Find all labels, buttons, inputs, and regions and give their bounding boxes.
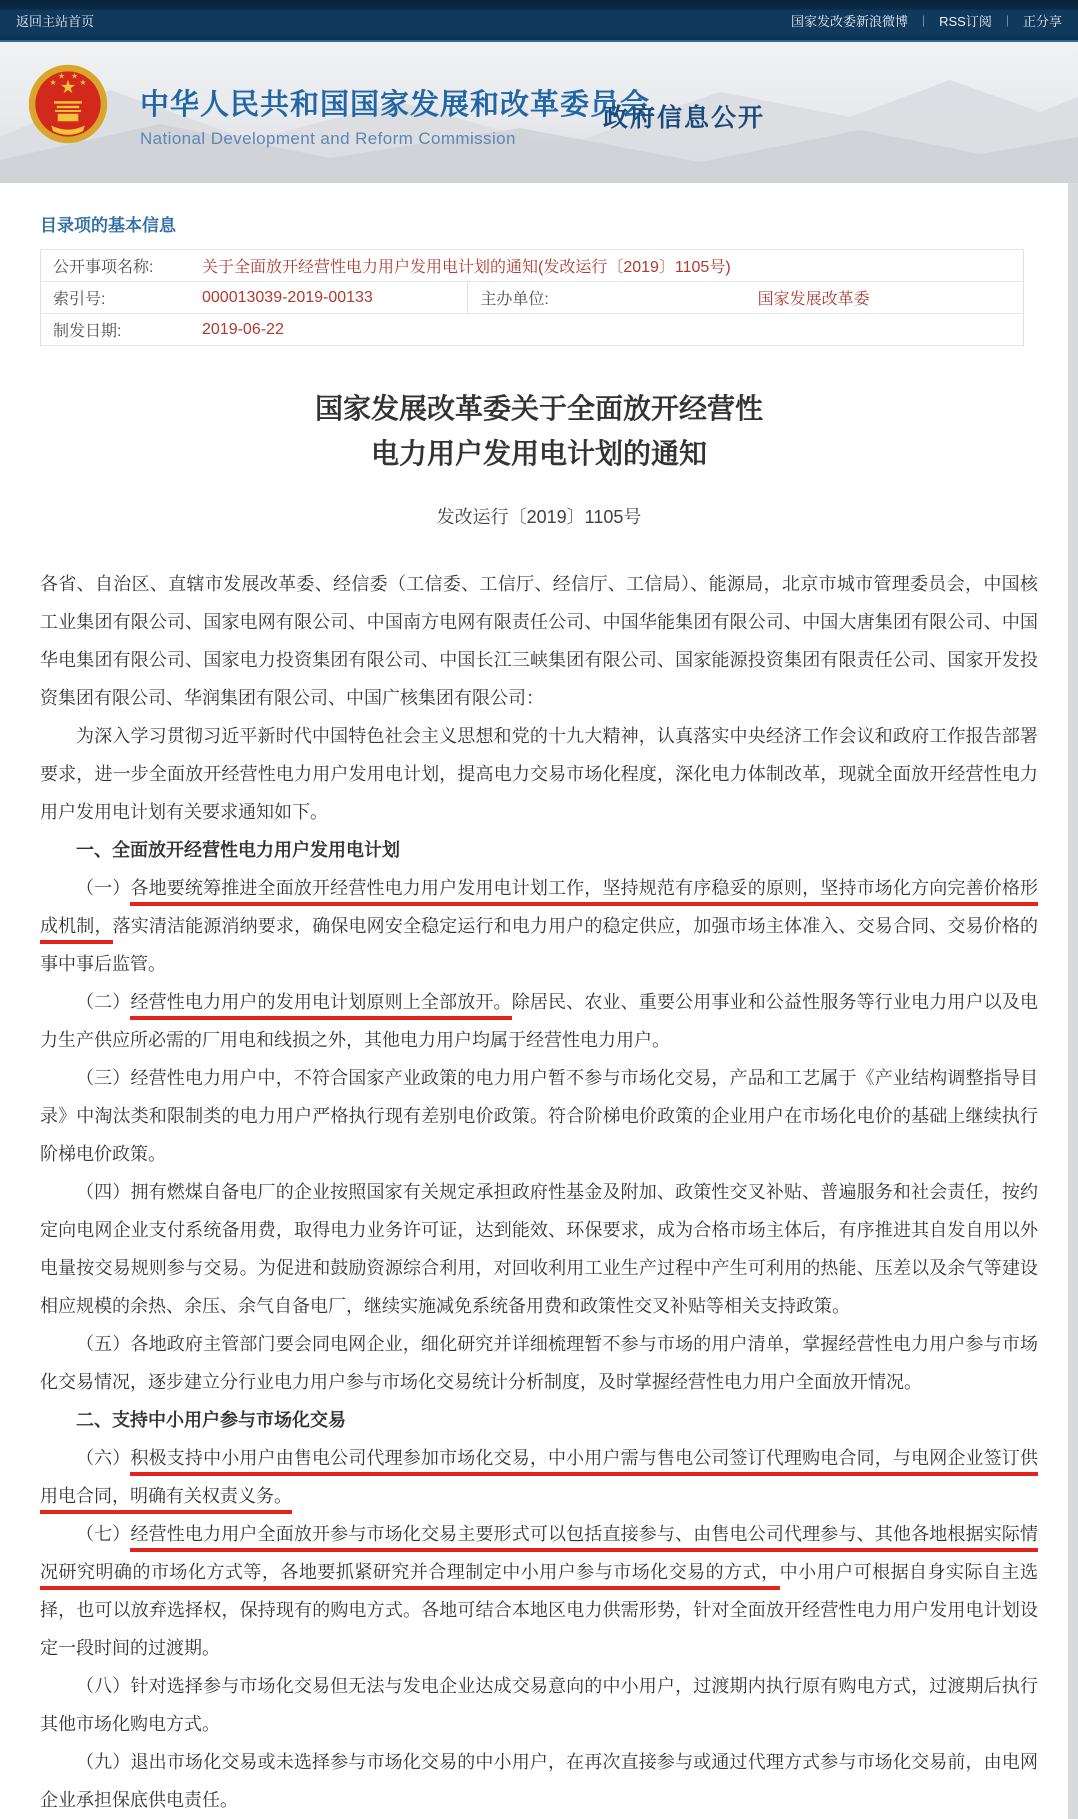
paragraph bbox=[40, 983, 1038, 1059]
field-label-public-item-name: 公开事项名称: bbox=[41, 250, 191, 282]
text-segment: 二、支持中小用户参与市场化交易 bbox=[76, 1409, 346, 1430]
red-underline-annotation: 各地要统筹推进全面放开经营性电力用户发用电计划工作，坚持规范有序稳妥的原则，坚持市场化方向完善价格形成机制， bbox=[40, 878, 1038, 944]
paragraph bbox=[40, 1743, 1038, 1819]
field-label-host-unit: 主办单位: bbox=[468, 282, 746, 314]
text-segment: （六） bbox=[76, 1447, 131, 1468]
meta-row-name bbox=[41, 250, 1024, 282]
text-segment: 各省、自治区、直辖市发展改革委、经信委（工信委、工信厅、经信厅、工信局）、能源局，北京市城市管理委员会，中国核工业集团有限公司、国家电网有限公司、中国南方电网有限责任公司、中国华能集团有限公司、中国大唐集团有限公司、中国华电集团有限公司、国家电力投资集团有限公司、中国长江三峡集团有限公司、国家能源投资集团有限责任公司、国家开发投资集团有限公司、华润集团有限公司、中国广核集团有限公司： bbox=[40, 573, 1038, 708]
document-title-line1: 国家发展改革委关于全面放开经营性 bbox=[314, 393, 763, 424]
paragraph bbox=[40, 1173, 1038, 1325]
gov-info-disclosure-title: 政府信息公开 bbox=[603, 104, 766, 132]
meta-row-index bbox=[41, 282, 1024, 314]
national-emblem-logo bbox=[26, 62, 110, 146]
document-title-line2: 电力用户发用电计划的通知 bbox=[370, 438, 707, 470]
red-underline-annotation: 经营性电力用户的发用电计划原则上全部放开。 bbox=[130, 992, 511, 1020]
text-segment: （七） bbox=[76, 1523, 131, 1544]
main-content bbox=[0, 211, 1078, 1819]
site-header bbox=[0, 42, 1078, 183]
paragraph bbox=[40, 1439, 1038, 1515]
document-body bbox=[40, 565, 1038, 1819]
text-segment: 除居民、农业、重要公用事业和公益性服务等行业电力用户以及电力生产供应所必需的厂用电和线损之外，其他电力用户均属于经营性电力用户。 bbox=[40, 991, 1039, 1050]
separator: | bbox=[1005, 13, 1009, 27]
paragraph bbox=[40, 1325, 1038, 1401]
text-segment: （二） bbox=[76, 991, 131, 1012]
text-segment: 为深入学习贯彻习近平新时代中国特色社会主义思想和党的十九大精神，认真落实中央经济工作会议和政府工作报告部署要求，进一步全面放开经营性电力用户发用电计划，提高电力交易市场化程度，深化电力体制改革，现就全面放开经营性电力用户发用电计划有关要求通知如下。 bbox=[40, 725, 1038, 822]
document-title bbox=[40, 386, 1038, 477]
paragraph bbox=[40, 565, 1038, 717]
scrollbar-track[interactable] bbox=[1068, 183, 1078, 1819]
text-segment: （五）各地政府主管部门要会同电网企业，细化研究并详细梳理暂不参与市场的用户清单，掌握经营性电力用户参与市场化交易情况，逐步建立分行业电力用户参与市场化交易统计分析制度，及时掌握经营性电力用户全面放开情况。 bbox=[40, 1333, 1038, 1392]
field-value-issue-date: 2019-06-22 bbox=[190, 314, 1024, 346]
document-number: 发改运行〔2019〕1105号 bbox=[436, 506, 642, 527]
field-label-issue-date: 制发日期: bbox=[41, 314, 191, 346]
share-link[interactable]: 正分享 bbox=[1022, 13, 1062, 29]
back-to-main-site-link[interactable]: 返回主站首页 bbox=[16, 13, 95, 29]
text-segment: （一） bbox=[76, 877, 131, 898]
field-label-index-number: 索引号: bbox=[41, 282, 191, 314]
text-segment: （九）退出市场化交易或未选择参与市场化交易的中小用户，在再次直接参与或通过代理方式参与市场化交易前，由电网企业承担保底供电责任。 bbox=[40, 1751, 1038, 1810]
catalog-basic-info-heading: 目录项的基本信息 bbox=[40, 216, 176, 235]
field-value-host-unit: 国家发展改革委 bbox=[746, 282, 1024, 314]
topbar-right-links bbox=[791, 11, 1062, 30]
weibo-link[interactable]: 国家发改委新浪微博 bbox=[790, 13, 908, 29]
text-segment: （八）针对选择参与市场化交易但无法与发电企业达成交易意向的中小用户，过渡期内执行原有购电方式，过渡期后执行其他市场化购电方式。 bbox=[40, 1675, 1038, 1734]
org-name-chinese: 中华人民共和国国家发展和改革委员会 bbox=[140, 89, 651, 121]
document-meta-table bbox=[40, 249, 1024, 346]
organization-identity bbox=[140, 82, 650, 149]
paragraph bbox=[40, 717, 1038, 831]
paragraph bbox=[40, 869, 1038, 983]
paragraph bbox=[40, 1515, 1038, 1667]
section-heading bbox=[40, 831, 1038, 869]
text-segment: （三）经营性电力用户中，不符合国家产业政策的电力用户暂不参与市场化交易，产品和工艺属于《产业结构调整指导目录》中淘汰类和限制类的电力用户严格执行现有差别电价政策。符合阶梯电价政策的企业用户在市场化电价的基础上继续执行阶梯电价政策。 bbox=[40, 1067, 1038, 1164]
paragraph bbox=[40, 1667, 1038, 1743]
text-segment: （四）拥有燃煤自备电厂的企业按照国家有关规定承担政府性基金及附加、政策性交叉补贴、普遍服务和社会责任，按约定向电网企业支付系统备用费，取得电力业务许可证，达到能效、环保要求，成为合格市场主体后，有序推进其自发自用以外电量按交易规则参与交易。为促进和鼓励资源综合利用，对回收利用工业生产过程中产生可利用的热能、压差以及余气等建设相应规模的余热、余压、余气自备电厂，继续实施减免系统备用费和政策性交叉补贴等相关支持政策。 bbox=[40, 1181, 1038, 1316]
section-heading bbox=[40, 1401, 1038, 1439]
field-value-public-item-name: 关于全面放开经营性电力用户发用电计划的通知(发改运行〔2019〕1105号) bbox=[190, 250, 1024, 282]
meta-row-date bbox=[41, 314, 1024, 346]
top-navigation-bar bbox=[0, 0, 1078, 42]
rss-subscribe-link[interactable]: RSS订阅 bbox=[939, 13, 992, 29]
field-value-index-number: 000013039-2019-00133 bbox=[190, 282, 468, 314]
separator: | bbox=[922, 13, 926, 27]
red-underline-annotation: 积极支持中小用户由售电公司代理参加市场化交易，中小用户需与售电公司签订代理购电合同，与电网企业签订供用电合同，明确有关权责义务。 bbox=[40, 1448, 1038, 1514]
red-underline-annotation: 经营性电力用户全面放开参与市场化交易主要形式可以包括直接参与、由售电公司代理参与、其他各地根据实际情况研究明确的市场化方式等，各地要抓紧研究并合理制定中小用户参与市场化交易的方式， bbox=[40, 1524, 1038, 1590]
text-segment: 落实清洁能源消纳要求，确保电网安全稳定运行和电力用户的稳定供应，加强市场主体准入、交易合同、交易价格的事中事后监管。 bbox=[40, 915, 1038, 974]
org-name-english: National Development and Reform Commission bbox=[140, 129, 516, 148]
text-segment: 一、全面放开经营性电力用户发用电计划 bbox=[76, 839, 400, 860]
paragraph bbox=[40, 1059, 1038, 1173]
text-segment: 中小用户可根据自身实际自主选择，也可以放弃选择权，保持现有的购电方式。各地可结合本地区电力供需形势，针对全面放开经营性电力用户发用电计划设定一段时间的过渡期。 bbox=[40, 1561, 1039, 1658]
